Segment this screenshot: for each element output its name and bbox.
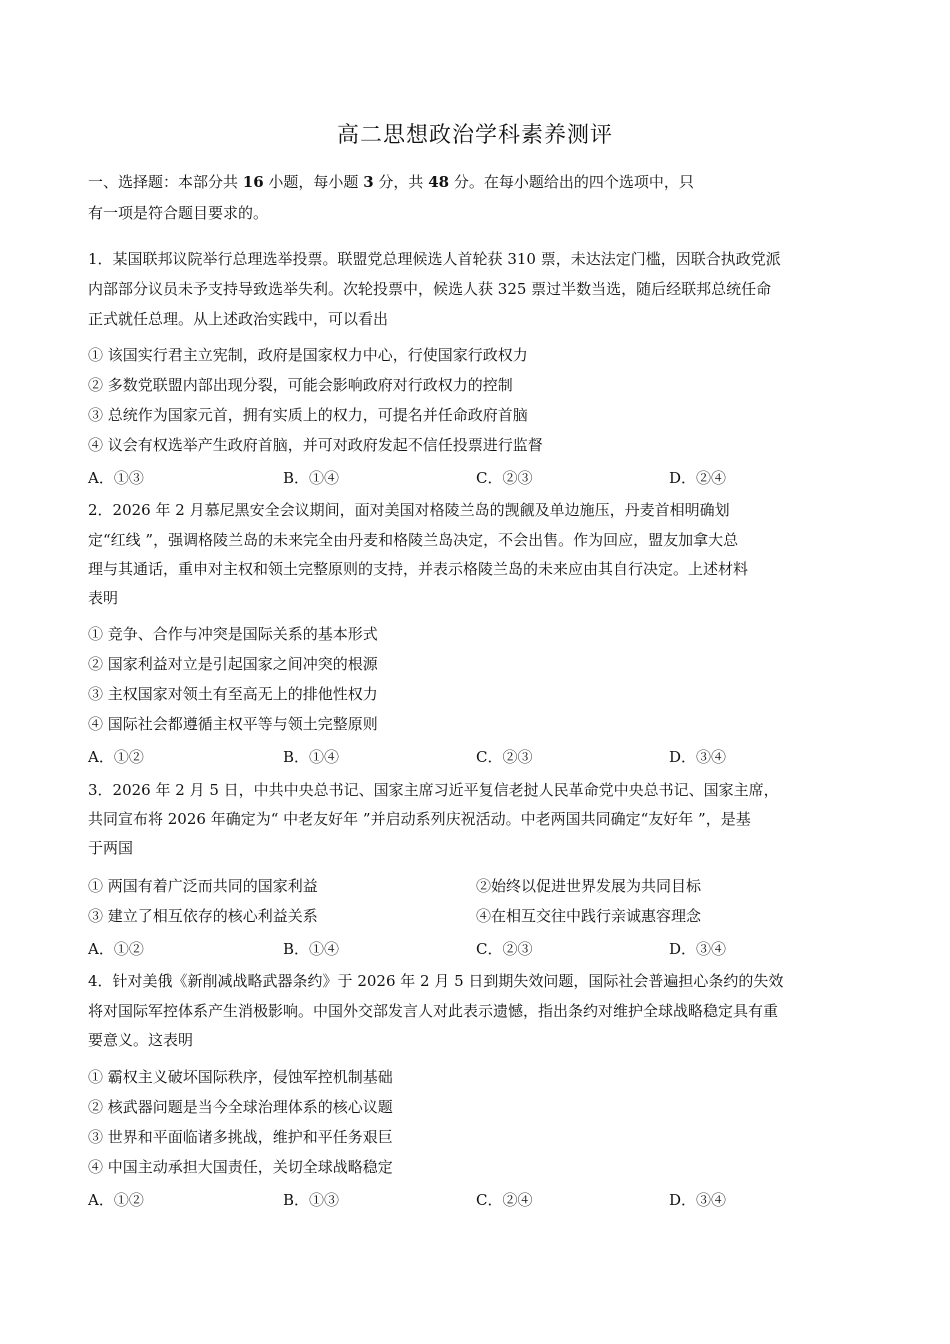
choice-b[interactable]: B．①④	[283, 940, 340, 958]
statement-item: ② 核武器问题是当今全球治理体系的核心议题	[88, 1098, 393, 1116]
statement-item: ① 霸权主义破坏国际秩序，侵蚀军控机制基础	[88, 1068, 393, 1086]
instruction-text: 一、选择题：本部分共	[88, 173, 243, 191]
choice-c[interactable]: C．②③	[476, 940, 533, 958]
choice-d[interactable]: D．③④	[669, 1191, 727, 1209]
choice-c[interactable]: C．②③	[476, 748, 533, 766]
choice-b[interactable]: B．①④	[283, 748, 340, 766]
choice-c[interactable]: C．②③	[476, 469, 533, 487]
statement-item: ③ 建立了相互依存的核心利益关系	[88, 907, 318, 925]
statement-item: ① 两国有着广泛而共同的国家利益	[88, 877, 318, 895]
question-stem: 正式就任总理。从上述政治实践中，可以看出	[88, 310, 389, 328]
question-stem: 2．2026 年 2 月慕尼黑安全会议期间，面对美国对格陵兰岛的觊觎及单边施压，丹麦首相明确划	[88, 501, 730, 519]
choice-a[interactable]: A．①③	[88, 469, 144, 487]
choice-c[interactable]: C．②④	[476, 1191, 533, 1209]
question-stem: 4．针对美俄《新削减战略武器条约》于 2026 年 2 月 5 日到期失效问题，国际社会普遍担心条约的失效	[88, 972, 784, 990]
choice-b[interactable]: B．①③	[283, 1191, 340, 1209]
instruction-text: 分，共	[373, 173, 429, 191]
points-each: 3	[363, 173, 374, 191]
statement-item: ④ 议会有权选举产生政府首脑，并可对政府发起不信任投票进行监督	[88, 436, 543, 454]
choice-a[interactable]: A．①②	[88, 748, 144, 766]
choice-d[interactable]: D．③④	[669, 940, 727, 958]
statement-item: ④在相互交往中践行亲诚惠容理念	[476, 907, 702, 925]
choice-d[interactable]: D．②④	[669, 469, 727, 487]
question-stem: 理与其通话，重申对主权和领土完整原则的支持，并表示格陵兰岛的未来应由其自行决定。上述材料	[88, 560, 749, 578]
page-title: 高二思想政治学科素养测评	[336, 123, 613, 148]
question-stem: 1．某国联邦议院举行总理选举投票。联盟党总理候选人首轮获 310 票，未达法定门槛，因联合执政党派	[88, 250, 781, 268]
question-stem: 共同宣布将 2026 年确定为“ 中老友好年 ”并启动系列庆祝活动。中老两国共同确定“友好年 ”，是基	[88, 810, 751, 828]
statement-item: ① 该国实行君主立宪制，政府是国家权力中心，行使国家行政权力	[88, 346, 528, 364]
statement-item: ③ 总统作为国家元首，拥有实质上的权力，可提名并任命政府首脑	[88, 406, 528, 424]
statement-item: ④ 中国主动承担大国责任，关切全球战略稳定	[88, 1158, 393, 1176]
choice-d[interactable]: D．③④	[669, 748, 727, 766]
question-stem: 将对国际军控体系产生消极影响。中国外交部发言人对此表示遗憾，指出条约对维护全球战略稳定具有重	[88, 1002, 779, 1020]
question-count: 16	[242, 173, 264, 191]
choice-a[interactable]: A．①②	[88, 1191, 144, 1209]
question-stem: 于两国	[88, 839, 134, 857]
statement-item: ②始终以促进世界发展为共同目标	[476, 877, 702, 895]
statement-item: ④ 国际社会都遵循主权平等与领土完整原则	[88, 715, 378, 733]
choice-b[interactable]: B．①④	[283, 469, 340, 487]
question-stem: 内部部分议员未予支持导致选举失利。次轮投票中，候选人获 325 票过半数当选，随后经联邦总统任命	[88, 280, 772, 298]
question-stem: 表明	[88, 589, 119, 607]
statement-item: ② 国家利益对立是引起国家之间冲突的根源	[88, 655, 378, 673]
question-stem: 3．2026 年 2 月 5 日，中共中央总书记、国家主席习近平复信老挝人民革命党中央总书记、国家主席，	[88, 781, 779, 799]
choice-a[interactable]: A．①②	[88, 940, 144, 958]
statement-item: ② 多数党联盟内部出现分裂，可能会影响政府对行政权力的控制	[88, 376, 513, 394]
statement-item: ① 竞争、合作与冲突是国际关系的基本形式	[88, 625, 378, 643]
question-stem: 定“红线 ”，强调格陵兰岛的未来完全由丹麦和格陵兰岛决定，不会出售。作为回应，盟友加拿大总	[88, 531, 739, 549]
statement-item: ③ 世界和平面临诸多挑战，维护和平任务艰巨	[88, 1128, 393, 1146]
question-stem: 要意义。这表明	[88, 1031, 194, 1049]
statement-item: ③ 主权国家对领土有至高无上的排他性权力	[88, 685, 378, 703]
points-total: 48	[428, 173, 450, 191]
instruction-text: 分。在每小题给出的四个选项中，只	[449, 173, 694, 191]
section-instruction	[88, 172, 694, 192]
section-instruction-2: 有一项是符合题目要求的。	[88, 204, 269, 222]
instruction-text: 小题，每小题	[263, 173, 364, 191]
